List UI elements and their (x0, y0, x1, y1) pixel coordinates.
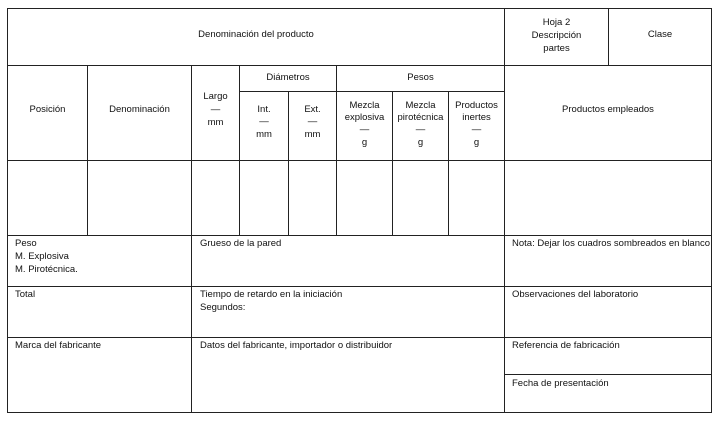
col-explosive-1: Mezcla (349, 100, 380, 111)
entry-internal-cell[interactable] (240, 161, 288, 235)
manufacturer-mark-label: Marca del fabricante (15, 340, 102, 351)
col-length: Largo (203, 91, 228, 102)
entry-external-cell[interactable] (289, 161, 336, 235)
col-inert-unit: g (473, 137, 480, 148)
entry-explosive-cell[interactable] (337, 161, 392, 235)
col-explosive-sep: — (359, 124, 370, 135)
col-pyro-sep: — (415, 124, 426, 135)
border-right (711, 8, 712, 413)
entry-pyro-cell[interactable] (393, 161, 448, 235)
rule-weight-bottom (8, 286, 712, 287)
seconds-label: Segundos: (200, 302, 246, 313)
manufacturer-data-label: Datos del fabricante, importador o distribuidor (200, 340, 393, 351)
col-inert-sep: — (471, 124, 482, 135)
wall-thickness-label: Grueso de la pared (200, 238, 282, 249)
border-top (8, 8, 712, 9)
col-external: Ext. (304, 104, 321, 115)
col-inert-2: inertes (462, 112, 491, 123)
lab-observations-label: Observaciones del laboratorio (512, 289, 639, 300)
col-length-unit: mm (207, 117, 224, 128)
weight-label: Peso (15, 238, 37, 249)
col-position: Posición (29, 104, 66, 115)
col-pyro-1: Mezcla (405, 100, 436, 111)
col-length-sep: — (210, 104, 221, 115)
rule-entry-bottom (8, 235, 712, 236)
class-label: Clase (647, 29, 673, 40)
entry-inert-cell[interactable] (449, 161, 504, 235)
m-pyro-label: M. Pirotécnica. (15, 264, 78, 275)
manufacturing-ref-label: Referencia de fabricación (512, 340, 620, 351)
col-internal-unit: mm (256, 129, 272, 140)
entry-length-cell[interactable] (192, 161, 239, 235)
rule-reference-bottom (504, 374, 712, 375)
col-products-used: Productos empleados (562, 104, 654, 115)
col-diameters: Diámetros (266, 72, 310, 83)
col-pyro-unit: g (417, 137, 424, 148)
col-internal-sep: — (259, 116, 269, 127)
product-name-label: Denominación del producto (198, 29, 314, 40)
submission-date-label: Fecha de presentación (512, 378, 609, 389)
entry-denomination-cell[interactable] (88, 161, 191, 235)
col-denomination: Denominación (109, 104, 170, 115)
col-external-sep: — (307, 116, 318, 127)
col-weights: Pesos (407, 72, 434, 83)
rule-total-bottom (8, 337, 712, 338)
col-explosive-2: explosiva (344, 112, 385, 123)
delay-time-label: Tiempo de retardo en la iniciación (200, 289, 343, 300)
rule-header-bottom (8, 65, 712, 66)
m-explosive-label: M. Explosiva (15, 251, 69, 262)
entry-position-cell[interactable] (8, 161, 87, 235)
col-internal: Int. (257, 104, 271, 115)
border-bottom (8, 412, 712, 413)
sheet-line-2: Descripción (531, 30, 582, 41)
sheet-line-3: partes (543, 43, 570, 54)
col-explosive-unit: g (361, 137, 368, 148)
rule-group-headers (240, 91, 504, 92)
col-external-unit: mm (304, 129, 321, 140)
rule-col-v8 (504, 65, 505, 413)
entry-products-used-cell[interactable] (505, 161, 711, 235)
total-label: Total (15, 289, 36, 300)
col-inert-1: Productos (455, 100, 498, 111)
col-pyro-2: pirotécnica (397, 112, 444, 123)
note-label: Nota: Dejar los cuadros sombreados en blanco (512, 238, 711, 249)
sheet-line-1: Hoja 2 (542, 17, 571, 28)
